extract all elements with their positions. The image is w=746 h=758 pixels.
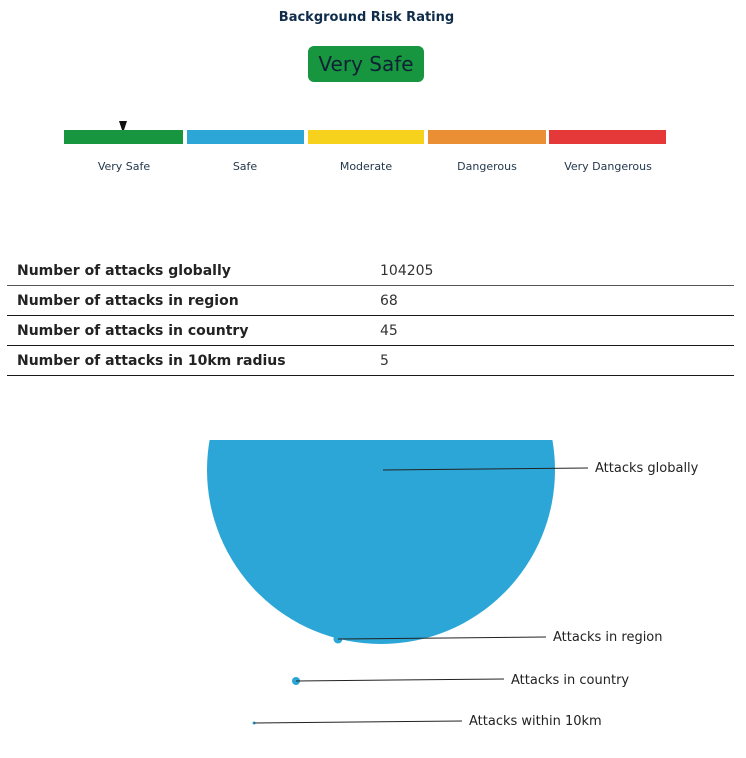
table-row xyxy=(7,256,734,286)
label-attacks-in-country: Attacks in country xyxy=(511,673,630,688)
leader-line-attacks-in-country xyxy=(296,679,504,681)
leader-line-attacks-within-10km xyxy=(254,721,462,723)
risk-segment-very-dangerous xyxy=(549,130,666,144)
label-attacks-globally: Attacks globally xyxy=(595,461,699,476)
risk-label-very-safe: Very Safe xyxy=(97,160,151,173)
stat-label: Number of attacks in country xyxy=(17,322,249,339)
risk-label-very-dangerous: Very Dangerous xyxy=(564,160,652,173)
attacks-bubble-chart xyxy=(0,400,746,758)
risk-segment-moderate xyxy=(308,130,424,144)
risk-label-safe: Safe xyxy=(232,160,258,173)
risk-segment-very-safe xyxy=(64,130,183,144)
stat-label: Number of attacks in 10km radius xyxy=(17,352,286,369)
table-row xyxy=(7,316,734,346)
stat-value: 104205 xyxy=(380,262,434,279)
label-attacks-in-region: Attacks in region xyxy=(553,630,663,645)
bubble-attacks-globally xyxy=(207,400,555,644)
stat-value: 68 xyxy=(380,292,398,309)
label-attacks-within-10km: Attacks within 10km xyxy=(469,714,602,729)
stat-value: 45 xyxy=(380,322,398,339)
risk-label-moderate: Moderate xyxy=(339,160,393,173)
page-title: Background Risk Rating xyxy=(278,10,455,25)
stat-label: Number of attacks globally xyxy=(17,262,231,279)
risk-scale xyxy=(64,130,668,173)
attack-stats-table xyxy=(7,256,734,376)
stat-label: Number of attacks in region xyxy=(17,292,239,309)
stat-value: 5 xyxy=(380,352,389,369)
risk-segment-safe xyxy=(187,130,304,144)
table-row xyxy=(7,286,734,316)
table-row xyxy=(7,346,734,376)
risk-segment-dangerous xyxy=(428,130,546,144)
risk-label-dangerous: Dangerous xyxy=(457,160,517,173)
risk-rating-badge: Very Safe xyxy=(308,46,424,82)
